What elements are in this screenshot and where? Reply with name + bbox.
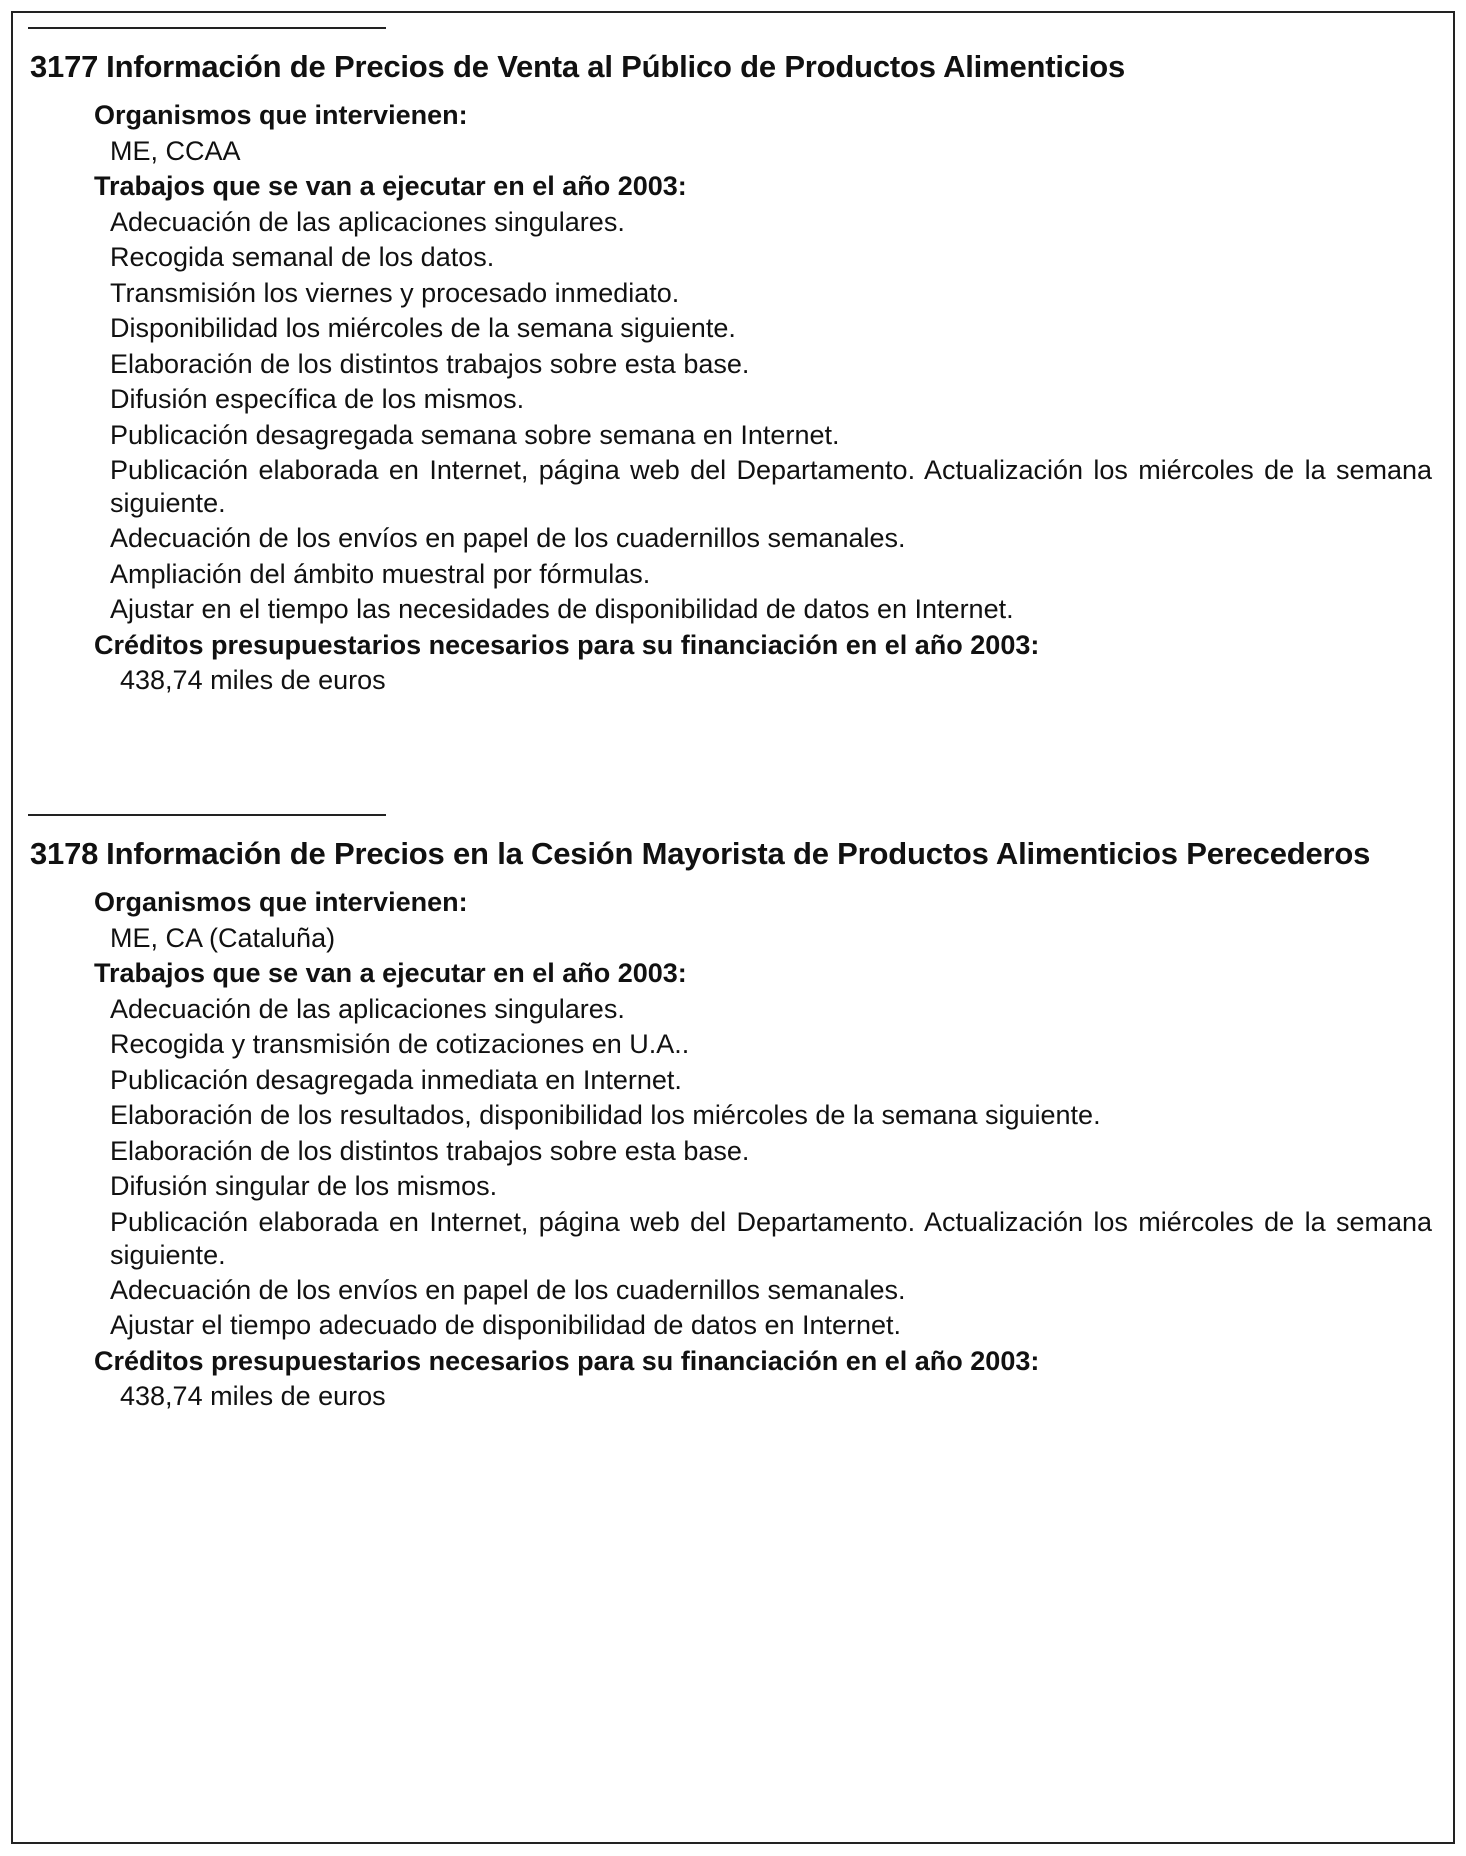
organismos-value: ME, CA (Cataluña) [110, 922, 336, 953]
section-code: 3178 [30, 836, 99, 871]
section-3178 [30, 814, 1432, 1415]
creditos-value: 438,74 miles de euros [120, 665, 386, 695]
list-item: Ajustar el tiempo adecuado de disponibilidad de datos en Internet. [110, 1310, 902, 1340]
list-item: Elaboración de los resultados, disponibilidad los miércoles de la semana siguiente. [110, 1100, 1101, 1130]
list-item: Difusión específica de los mismos. [110, 384, 525, 414]
list-item: Adecuación de los envíos en papel de los cuadernillos semanales. [110, 523, 906, 553]
list-item: Publicación elaborada en Internet, página web del Departamento. Actualización los miércoles de la semana siguiente. [110, 455, 1432, 518]
section-code: 3177 [30, 49, 99, 84]
organismos-value: ME, CCAA [110, 135, 241, 166]
section-title [30, 834, 1432, 873]
creditos-label: Créditos presupuestarios necesarios para su financiación en el año 2003: [94, 629, 1040, 660]
list-item: Recogida semanal de los datos. [110, 242, 495, 272]
list-item: Publicación desagregada semana sobre semana en Internet. [110, 419, 840, 450]
trabajos-list [94, 992, 1432, 1344]
list-item: Adecuación de los envíos en papel de los cuadernillos semanales. [110, 1274, 906, 1305]
section-3177 [30, 27, 1432, 699]
trabajos-label: Trabajos que se van a ejecutar en el año 2003: [94, 958, 687, 988]
creditos-label: Créditos presupuestarios necesarios para su financiación en el año 2003: [94, 1345, 1040, 1376]
creditos-value: 438,74 miles de euros [120, 1381, 386, 1411]
list-item: Difusión singular de los mismos. [110, 1171, 498, 1201]
list-item: Publicación desagregada inmediata en Internet. [110, 1064, 682, 1095]
list-item: Adecuación de las aplicaciones singulares. [110, 993, 625, 1024]
section-title-text: Información de Precios en la Cesión Mayorista de Productos Alimenticios Perecederos [106, 836, 1371, 871]
list-item: Ajustar en el tiempo las necesidades de disponibilidad de datos en Internet. [110, 594, 1014, 624]
list-item: Publicación elaborada en Internet, página web del Departamento. Actualización los miércoles de la semana siguiente. [110, 1206, 1432, 1270]
organismos-label: Organismos que intervienen: [94, 100, 468, 130]
list-item: Disponibilidad los miércoles de la semana siguiente. [110, 313, 736, 343]
trabajos-label: Trabajos que se van a ejecutar en el año 2003: [94, 171, 687, 201]
section-title [30, 47, 1432, 86]
section-body [30, 885, 1432, 1415]
section-body [30, 98, 1432, 699]
list-item: Transmisión los viernes y procesado inmediato. [110, 277, 680, 308]
list-item: Recogida y transmisión de cotizaciones en U.A.. [110, 1029, 690, 1059]
list-item: Ampliación del ámbito muestral por fórmulas. [110, 558, 651, 589]
list-item: Elaboración de los distintos trabajos sobre esta base. [110, 1135, 750, 1166]
section-divider [28, 27, 386, 29]
list-item: Elaboración de los distintos trabajos sobre esta base. [110, 348, 750, 379]
organismos-label: Organismos que intervienen: [94, 887, 468, 917]
section-divider [28, 814, 386, 816]
trabajos-list [94, 205, 1432, 628]
section-title-text: Información de Precios de Venta al Público de Productos Alimenticios [106, 49, 1126, 84]
list-item: Adecuación de las aplicaciones singulares. [110, 206, 625, 237]
